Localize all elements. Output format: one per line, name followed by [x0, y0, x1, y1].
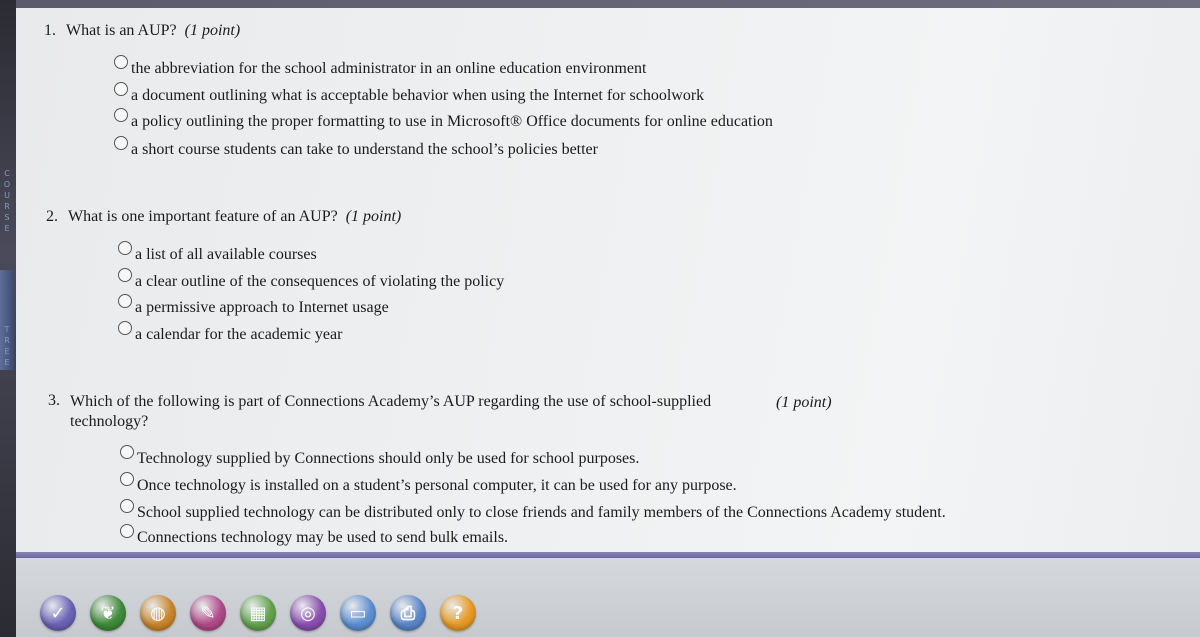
check-icon[interactable]: ✓: [40, 595, 76, 631]
sidebar-letter: E: [4, 347, 10, 356]
target-icon[interactable]: ◎: [290, 595, 326, 631]
radio-button[interactable]: [120, 499, 134, 513]
radio-button[interactable]: [118, 294, 132, 308]
radio-button[interactable]: [118, 268, 132, 282]
question-3-option-4[interactable]: [120, 529, 508, 547]
radio-button[interactable]: [118, 241, 132, 255]
sidebar-letter: E: [4, 358, 10, 367]
question-number: 3.: [48, 392, 60, 409]
tool-icon[interactable]: ✎: [190, 595, 226, 631]
option-label: Technology supplied by Connections should only be used for school purposes.: [137, 450, 640, 467]
option-label: a calendar for the academic year: [135, 326, 343, 343]
option-label: a clear outline of the consequences of violating the policy: [135, 273, 505, 290]
question-2-option-1[interactable]: [118, 246, 317, 264]
question-points: (1 point): [184, 22, 241, 39]
option-label: Connections technology may be used to send bulk emails.: [137, 529, 509, 546]
question-3-title: [48, 392, 770, 432]
radio-button[interactable]: [114, 108, 128, 122]
question-text: Which of the following is part of Connections Academy’s AUP regarding the use of school-supplied technology?: [70, 393, 712, 430]
option-label: Once technology is installed on a student’s personal computer, it can be used for any purpose.: [137, 477, 737, 494]
sidebar-letter: O: [3, 180, 11, 189]
question-1-option-3[interactable]: [114, 113, 773, 131]
calculator-icon[interactable]: ▦: [240, 595, 276, 631]
radio-button[interactable]: [114, 136, 128, 150]
question-3-option-2[interactable]: [120, 477, 737, 495]
radio-button[interactable]: [120, 445, 134, 459]
sidebar-letter: T: [4, 325, 10, 334]
help-icon[interactable]: ?: [440, 595, 476, 631]
option-label: the abbreviation for the school administrator in an online education environment: [131, 60, 647, 77]
toolbar-icons: [40, 595, 476, 631]
question-1-option-2[interactable]: [114, 87, 704, 105]
question-1-option-1[interactable]: [114, 60, 646, 78]
question-3-points: (1 point): [776, 394, 832, 411]
radio-button[interactable]: [120, 472, 134, 486]
question-points: (1 point): [345, 208, 402, 225]
option-label: a short course students can take to understand the school’s policies better: [131, 141, 598, 158]
question-number: 2.: [46, 208, 58, 225]
window-top-strip: [0, 0, 1200, 8]
print-icon[interactable]: ⎙: [390, 595, 426, 631]
radio-button[interactable]: [118, 321, 132, 335]
sidebar-letter: S: [4, 213, 10, 222]
sidebar-letter: C: [4, 169, 10, 178]
question-1-title: [44, 22, 240, 40]
sidebar-letter: U: [4, 191, 10, 200]
question-2-option-4[interactable]: [118, 326, 342, 344]
leaf-icon[interactable]: ❦: [90, 595, 126, 631]
question-2-title: [46, 208, 401, 226]
question-2-option-3[interactable]: [118, 299, 389, 317]
course-tree-label: [1, 168, 13, 368]
question-text: What is one important feature of an AUP?: [68, 208, 338, 225]
radio-button[interactable]: [120, 524, 134, 538]
radio-button[interactable]: [114, 55, 128, 69]
question-number: 1.: [44, 22, 56, 39]
option-label: a policy outlining the proper formatting to use in Microsoft® Office documents for online education: [131, 113, 773, 130]
option-label: a document outlining what is acceptable behavior when using the Internet for schoolwork: [131, 87, 705, 104]
option-label: School supplied technology can be distributed only to close friends and family members of the Connections Academy student.: [137, 504, 946, 521]
sidebar-letter: R: [4, 202, 10, 211]
question-text: What is an AUP?: [66, 22, 177, 39]
question-3-option-1[interactable]: [120, 450, 639, 468]
question-1-option-4[interactable]: [114, 141, 598, 159]
question-3-option-3[interactable]: [120, 504, 946, 522]
sidebar-letter: E: [4, 224, 10, 233]
option-label: a list of all available courses: [135, 246, 317, 263]
option-label: a permissive approach to Internet usage: [135, 299, 389, 316]
radio-button[interactable]: [114, 82, 128, 96]
question-2-option-2[interactable]: [118, 273, 504, 291]
globe-icon[interactable]: ◍: [140, 595, 176, 631]
sidebar-letter: R: [4, 336, 10, 345]
chat-icon[interactable]: ▭: [340, 595, 376, 631]
